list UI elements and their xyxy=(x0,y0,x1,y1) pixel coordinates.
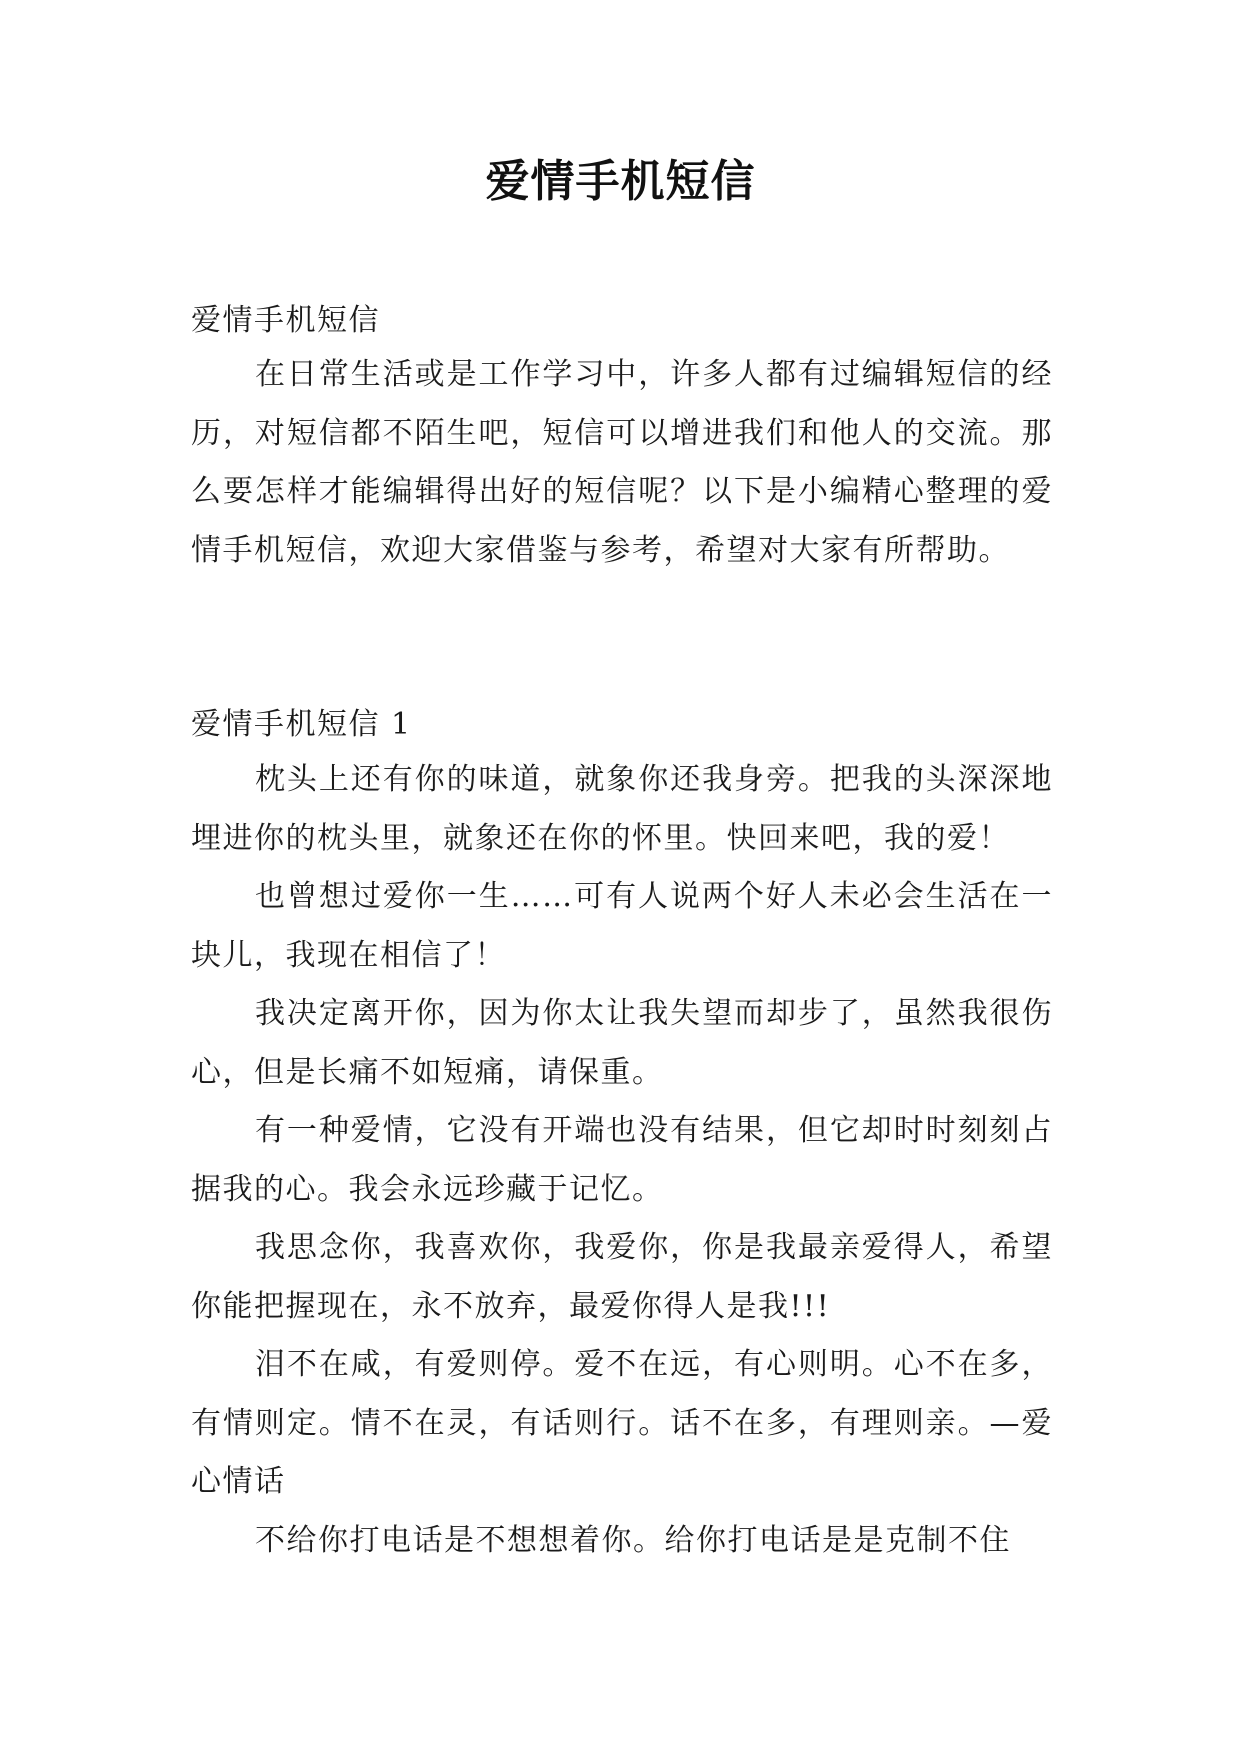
document-title: 爱情手机短信 xyxy=(485,156,756,207)
section-body xyxy=(191,751,1053,1570)
message-paragraph: 泪不在咸，有爱则停。爱不在远，有心则明。心不在多，有情则定。情不在灵，有话则行。话不在多，有理则亲。—爱心情话 xyxy=(191,1347,1053,1499)
intro-heading: 爱情手机短信 xyxy=(191,303,380,338)
message-paragraph: 我思念你，我喜欢你，我爱你，你是我最亲爱得人，希望你能把握现在，永不放弃，最爱你得人是我!!! xyxy=(191,1230,1053,1324)
message-paragraph: 有一种爱情，它没有开端也没有结果，但它却时时刻刻占据我的心。我会永远珍藏于记忆。 xyxy=(191,1113,1053,1207)
message-paragraph: 我决定离开你，因为你太让我失望而却步了，虽然我很伤心，但是长痛不如短痛，请保重。 xyxy=(191,996,1053,1090)
message-paragraph: 也曾想过爱你一生……可有人说两个好人未必会生活在一块儿，我现在相信了！ xyxy=(191,879,1053,973)
message-paragraph: 枕头上还有你的味道，就象你还我身旁。把我的头深深地埋进你的枕头里，就象还在你的怀里。快回来吧，我的爱！ xyxy=(191,762,1053,856)
section-heading: 爱情手机短信 1 xyxy=(191,707,412,742)
message-paragraph: 不给你打电话是不想想着你。给你打电话是是克制不住 xyxy=(255,1522,1011,1558)
intro-paragraph: 在日常生活或是工作学习中，许多人都有过编辑短信的经历，对短信都不陌生吧，短信可以增进我们和他人的交流。那么要怎样才能编辑得出好的短信呢？以下是小编精心整理的爱情手机短信，欢迎大家借鉴与参考，希望对大家有所帮助。 xyxy=(191,357,1053,568)
